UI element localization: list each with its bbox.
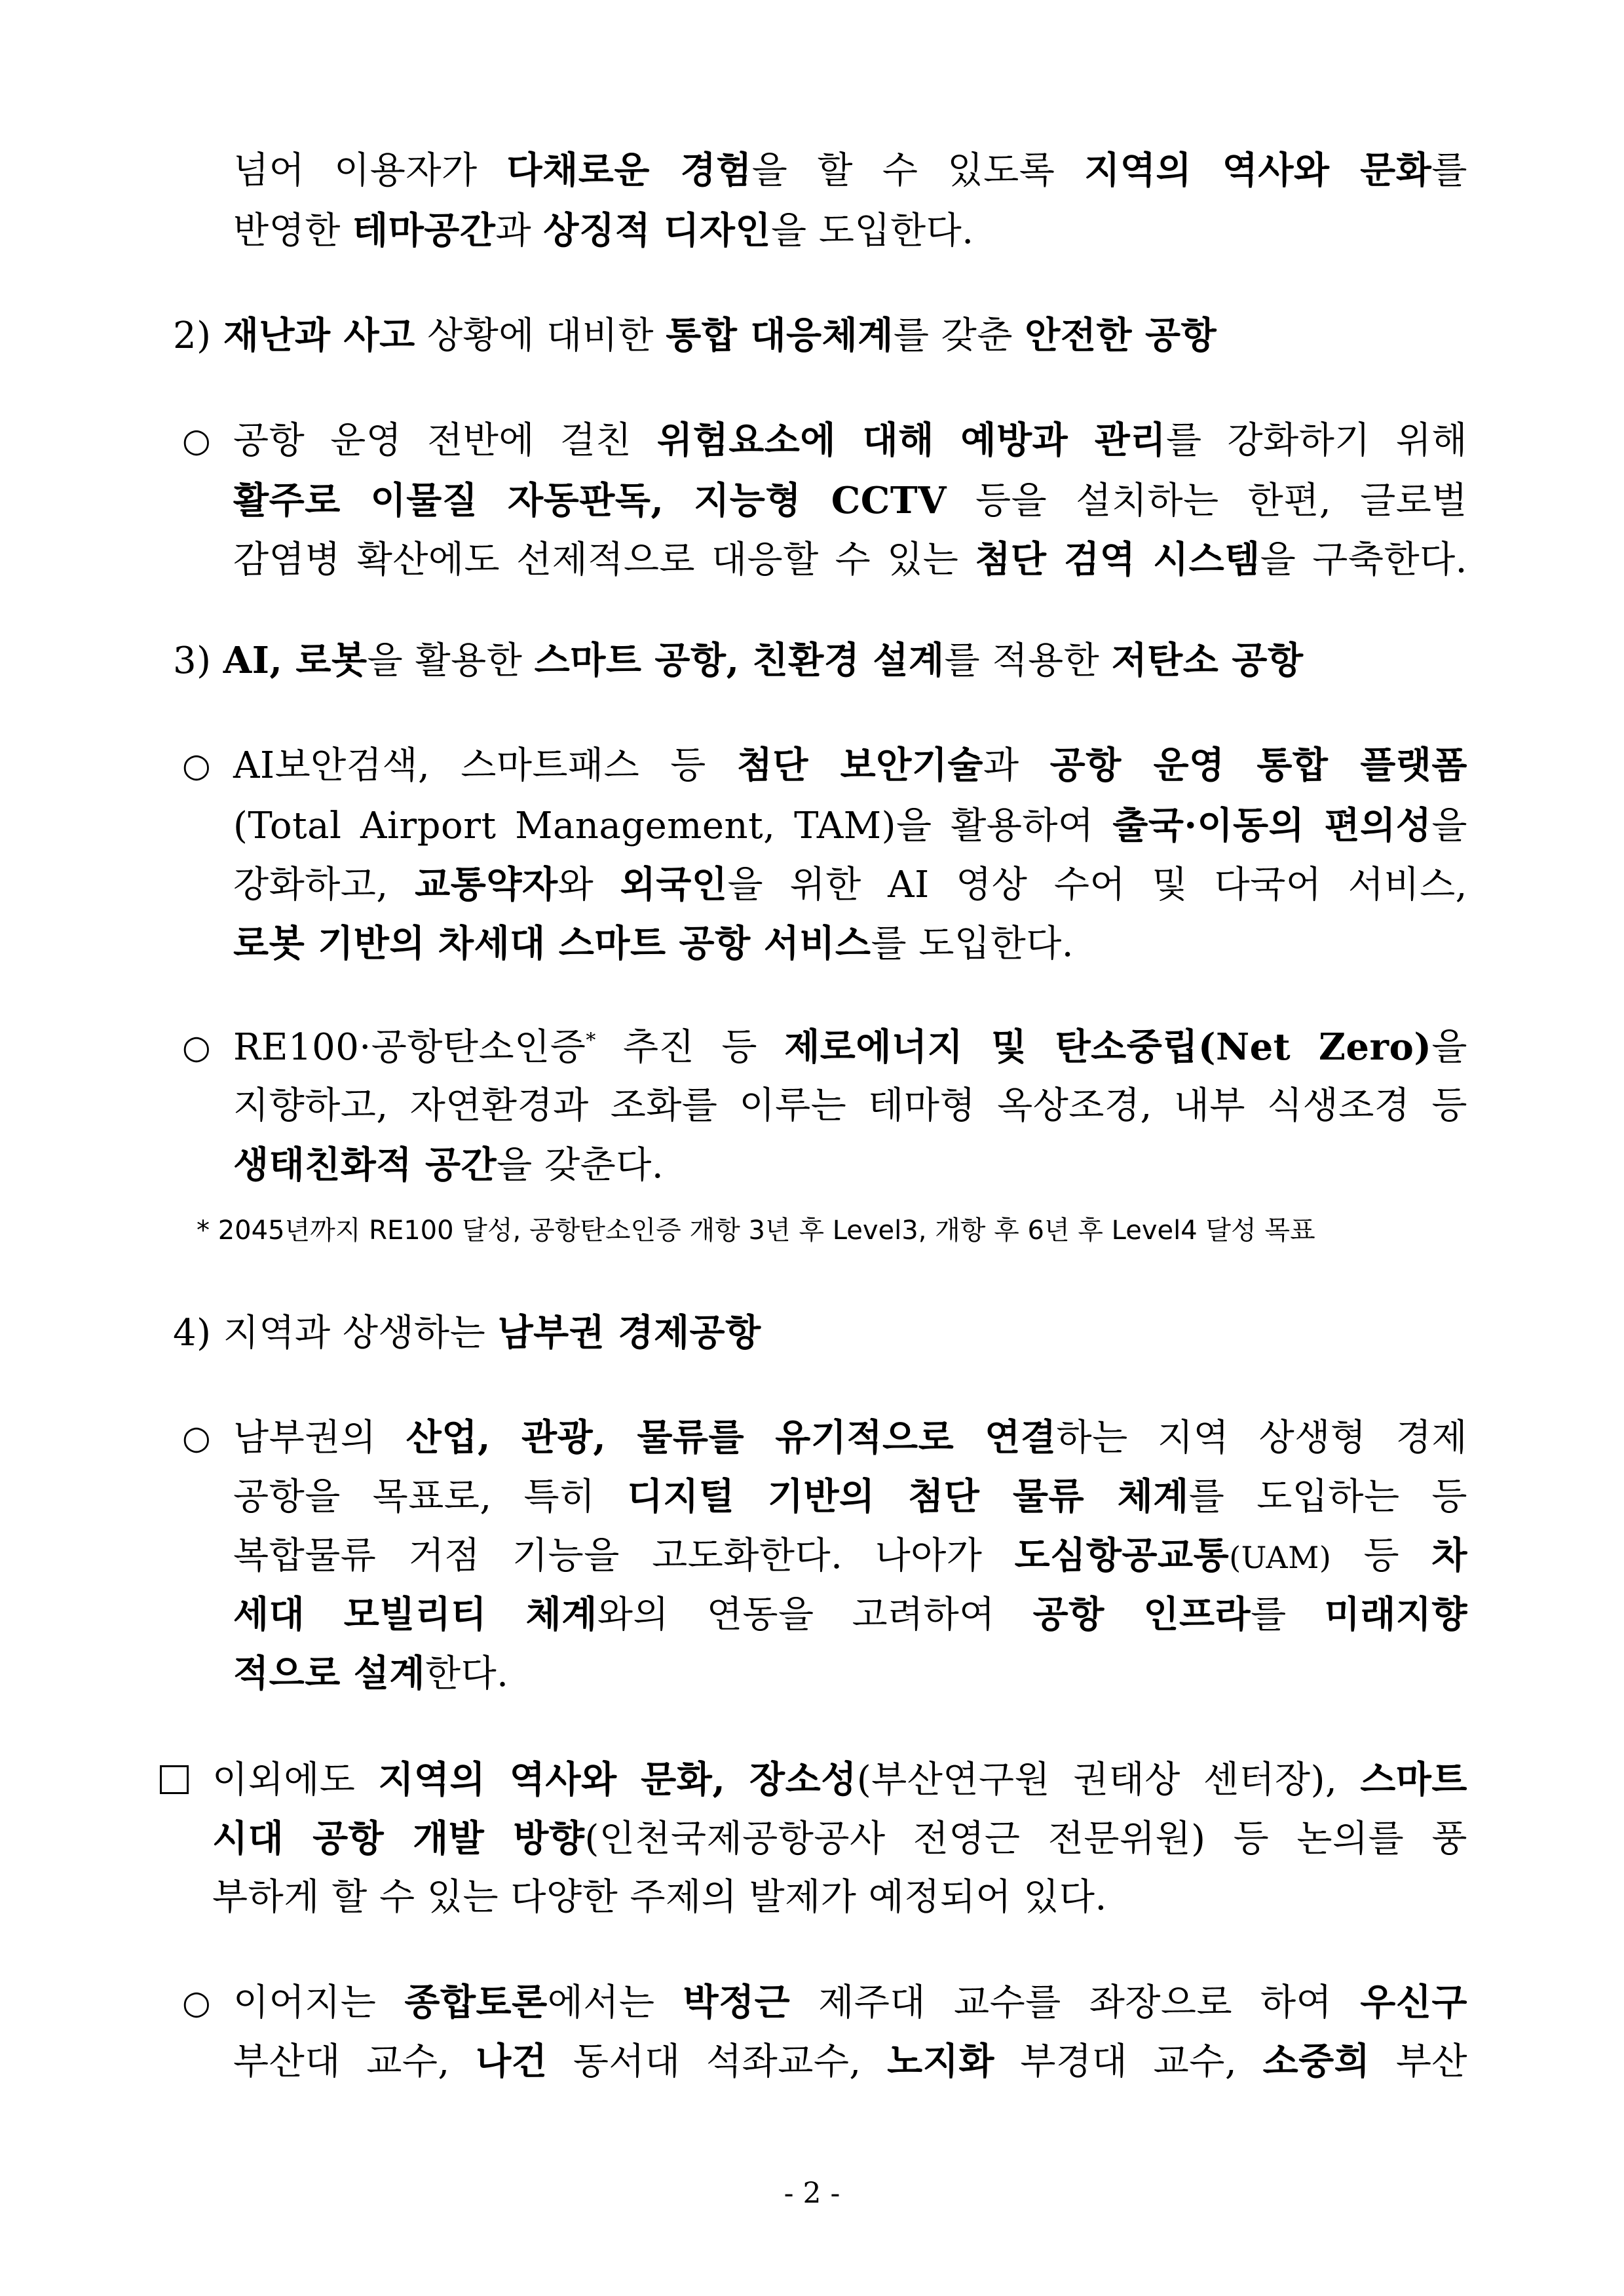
body-line: RE100·공항탄소인증* 추진 등 제로에너지 및 탄소중립(Net Zero)을 xyxy=(233,1025,1467,1069)
body-line: 지향하고, 자연환경과 조화를 이루는 테마형 옥상조경, 내부 식생조경 등 xyxy=(233,1084,1467,1127)
body-line: AI보안검색, 스마트패스 등 첨단 보안기술과 공항 운영 통합 플랫폼 xyxy=(233,744,1467,787)
body-line: 반영한 테마공간과 상징적 디자인을 도입한다. xyxy=(233,209,974,252)
bullet-circle: ○ xyxy=(182,1028,211,1066)
body-line: 감염병 확산에도 선제적으로 대응할 수 있는 첨단 검역 시스템을 구축한다. xyxy=(233,538,1467,581)
bullet-circle: ○ xyxy=(182,746,211,784)
body-line: 넘어 이용자가 다채로운 경험을 할 수 있도록 지역의 역사와 문화를 xyxy=(233,149,1467,192)
body-line: 적으로 설계한다. xyxy=(233,1652,509,1695)
body-line: 생태친화적 공간을 갖춘다. xyxy=(233,1143,664,1187)
body-line: 부하게 할 수 있는 다양한 주제의 발제가 예정되어 있다. xyxy=(212,1876,1107,1919)
body-line: 강화하고, 교통약자와 외국인을 위한 AI 영상 수어 및 다국어 서비스, xyxy=(233,863,1467,906)
body-line: 복합물류 거점 기능을 고도화한다. 나아가 도심항공교통(UAM) 등 차 xyxy=(233,1534,1468,1577)
body-line: 활주로 이물질 자동판독, 지능형 CCTV 등을 설치하는 한편, 글로벌 xyxy=(233,479,1467,522)
body-line: 남부권의 산업, 관광, 물류를 유기적으로 연결하는 지역 상생형 경제 xyxy=(233,1416,1467,1459)
body-line: 이어지는 종합토론에서는 박정근 제주대 교수를 좌장으로 하여 우신구 xyxy=(233,1981,1468,2024)
body-line: 로봇 기반의 차세대 스마트 공항 서비스를 도입한다. xyxy=(233,922,1074,965)
section-heading: 2) 재난과 사고 상황에 대비한 통합 대응체계를 갖춘 안전한 공항 xyxy=(173,314,1217,357)
bullet-circle: ○ xyxy=(182,1419,211,1457)
bullet-circle: ○ xyxy=(182,1983,211,2021)
square-bullet-icon xyxy=(160,1765,189,1794)
section-heading: 4) 지역과 상생하는 남부권 경제공항 xyxy=(173,1311,761,1354)
body-line: 공항을 목표로, 특히 디지털 기반의 첨단 물류 체계를 도입하는 등 xyxy=(233,1475,1468,1518)
page-number: - 2 - xyxy=(784,2177,840,2210)
body-line: 시대 공항 개발 방향(인천국제공항공사 전영근 전문위원) 등 논의를 풍 xyxy=(212,1817,1467,1860)
body-line: 이외에도 지역의 역사와 문화, 장소성(부산연구원 권태상 센터장), 스마트 xyxy=(212,1758,1467,1801)
footnote: * 2045년까지 RE100 달성, 공항탄소인증 개항 3년 후 Level3, 개항 후 6년 후 Level4 달성 목표 xyxy=(197,1215,1315,1246)
body-line: (Total Airport Management, TAM)을 활용하여 출국·이동의 편의성을 xyxy=(233,804,1467,847)
section-heading: 3) AI, 로봇을 활용한 스마트 공항, 친환경 설계를 적용한 저탄소 공항 xyxy=(173,639,1304,682)
body-line: 세대 모빌리티 체계와의 연동을 고려하여 공항 인프라를 미래지향 xyxy=(233,1593,1467,1636)
body-line: 부산대 교수, 나건 동서대 석좌교수, 노지화 부경대 교수, 소중희 부산 xyxy=(233,2040,1468,2083)
bullet-circle: ○ xyxy=(182,421,211,459)
body-line: 공항 운영 전반에 걸친 위험요소에 대해 예방과 관리를 강화하기 위해 xyxy=(233,419,1467,462)
